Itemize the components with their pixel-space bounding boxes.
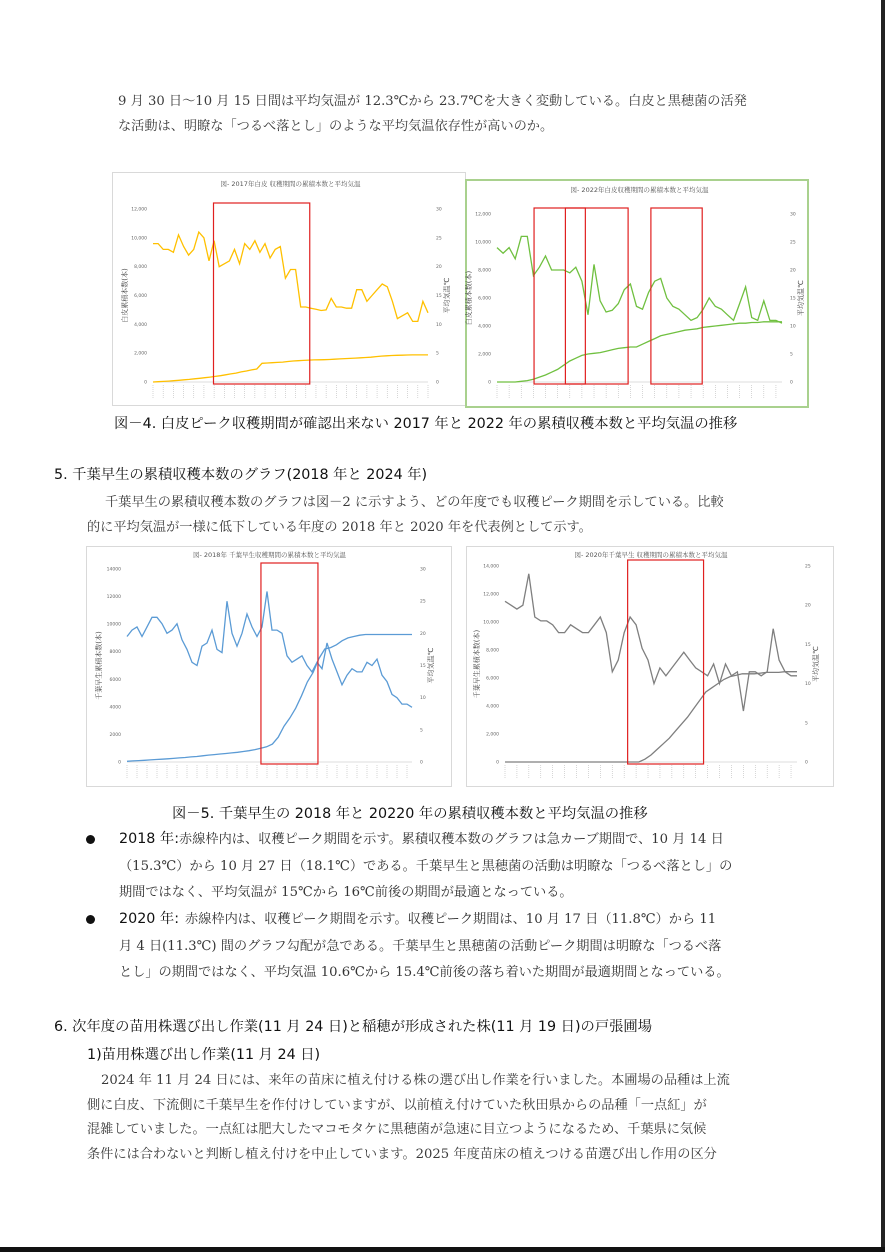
temperature-line — [505, 574, 797, 711]
y2-tick-label: 0 — [790, 380, 793, 386]
temperature-line — [153, 232, 428, 321]
y-tick-label: 14,000 — [483, 564, 499, 570]
y-tick-label: 12000 — [106, 595, 121, 601]
section-6-line-2: 側に白皮、下流側に千葉早生を作付けしていますが、以前植え付けていた秋田県からの品種「一点紅」が — [87, 1097, 707, 1113]
y2-tick-label: 25 — [790, 240, 796, 246]
section-6-line-3: 混雑していました。一点紅は肥大したマコモタケに黒穂菌が急速に目立つようになるため、千葉県に気候 — [87, 1122, 707, 1137]
bullet-line-3: とし」の期間ではなく、平均気温 10.6℃から 15.4℃前後の落ち着いた期間が最適期間となっている。 — [119, 965, 730, 980]
y2-tick-label: 30 — [420, 567, 426, 573]
y-tick-label: 0 — [118, 760, 121, 766]
y2-tick-label: 15 — [790, 296, 796, 302]
page-right-edge — [881, 0, 885, 1252]
y2-tick-label: 20 — [805, 603, 811, 609]
cumulative-line — [505, 672, 797, 762]
chart-2022-shirokawa — [465, 179, 809, 408]
y2-tick-label: 0 — [436, 380, 439, 386]
bullet-line-1: 赤線枠内は、収穫ピーク期間を示す。累積収穫本数のグラフは急カーブ期間で、10 月 14 日 — [179, 832, 724, 847]
y-tick-label: 6,000 — [486, 676, 499, 682]
y-tick-label: 2,000 — [134, 351, 147, 357]
y2-tick-label: 10 — [436, 322, 442, 328]
y-axis-label: 千葉早生累積本数(本) — [473, 629, 481, 699]
y-tick-label: 6000 — [109, 677, 121, 683]
chart-title: 図- 2020年千葉早生 収穫期間の累積本数と平均気温 — [574, 551, 728, 559]
y2-tick-label: 5 — [436, 351, 439, 357]
peak-period-box — [214, 203, 310, 384]
chart-2018-chiba-wase — [86, 546, 452, 787]
y2-tick-label: 20 — [790, 268, 796, 274]
y-tick-label: 12,000 — [475, 212, 491, 218]
chart-2020-chiba-wase — [466, 546, 834, 787]
y2-tick-label: 0 — [805, 760, 808, 766]
y2-tick-label: 25 — [805, 564, 811, 570]
y-tick-label: 0 — [144, 380, 147, 386]
page-bottom-edge — [0, 1247, 885, 1252]
section-6-heading: 6. 次年度の苗用株選び出し作業(11 月 24 日)と稲穂が形成された株(11 月 19 日)の戸張圃場 — [54, 1019, 653, 1035]
section-6-subheading: 1)苗用株選び出し作業(11 月 24 日) — [87, 1047, 321, 1063]
figure-4-caption: 図－4. 白皮ピーク収穫期間が確認出来ない 2017 年と 2022 年の累積収穫本数と平均気温の推移 — [114, 416, 738, 432]
bullet-year: 2018 年: — [119, 831, 180, 847]
section-5-heading: 5. 千葉早生の累積収穫本数のグラフ(2018 年と 2024 年) — [54, 467, 428, 483]
intro-line-2: な活動は、明瞭な「つるべ落とし」のような平均気温依存性が高いのか。 — [118, 119, 554, 134]
cumulative-line — [153, 355, 428, 382]
section-6-line-4: 条件には合わないと判断し植え付けを中止しています。2025 年度苗床の植えつける苗選び出し作用の区分 — [87, 1146, 717, 1162]
chart-2017-shirokawa — [112, 172, 466, 406]
bullet-line-1: 赤線枠内は、収穫ピーク期間を示す。収穫ピーク期間は、10 月 17 日（11.8℃）から 11 — [185, 912, 717, 927]
peak-period-box — [565, 208, 585, 384]
y-tick-label: 0 — [496, 760, 499, 766]
y2-tick-label: 25 — [420, 599, 426, 605]
section-5-line-2: 的に平均気温が一様に低下している年度の 2018 年と 2020 年を代表例として示す。 — [87, 520, 592, 535]
figure-5-caption: 図－5. 千葉早生の 2018 年と 20220 年の累積収穫本数と平均気温の推移 — [172, 806, 648, 822]
y-axis-label: 千葉早生累積本数(本) — [95, 631, 103, 700]
y2-tick-label: 10 — [420, 696, 426, 702]
y2-axis-label: 平均気温℃ — [443, 277, 451, 314]
y2-tick-label: 20 — [436, 265, 442, 271]
bullet-2018 — [119, 826, 839, 907]
section-6-paragraph — [87, 1069, 837, 1167]
y2-tick-label: 0 — [420, 760, 423, 766]
section-5-paragraph — [87, 490, 837, 540]
y2-tick-label: 10 — [805, 682, 811, 688]
peak-period-box — [261, 563, 318, 764]
y2-tick-label: 5 — [805, 721, 808, 727]
y-axis-label: 白皮累積本数(本) — [121, 268, 129, 323]
y2-tick-label: 20 — [420, 631, 426, 637]
section-6-line-1: 2024 年 11 月 24 日には、来年の苗床に植え付ける株の選び出し作業を行いました。本圃場の品種は上流 — [101, 1073, 730, 1088]
y2-tick-label: 30 — [436, 207, 442, 213]
y-tick-label: 8,000 — [478, 268, 491, 274]
peak-period-box — [534, 208, 628, 384]
bullet-year: 2020 年: — [119, 911, 180, 927]
y-tick-label: 0 — [488, 380, 491, 386]
y2-axis-label: 平均気温℃ — [812, 646, 820, 682]
y-tick-label: 2000 — [109, 732, 121, 738]
y-tick-label: 2,000 — [478, 352, 491, 358]
y-tick-label: 4,000 — [478, 324, 491, 330]
chart-title: 図- 2017年白皮 収穫期間の累積本数と平均気温 — [220, 180, 361, 188]
temperature-line — [127, 592, 412, 708]
y2-axis-label: 平均気温℃ — [427, 647, 435, 684]
y2-tick-label: 5 — [420, 728, 423, 734]
chart-title: 図- 2022年白皮収穫期間の累積本数と平均気温 — [570, 186, 709, 194]
cumulative-line — [497, 322, 782, 382]
temperature-line — [497, 236, 782, 323]
y2-tick-label: 5 — [790, 352, 793, 358]
y-tick-label: 10,000 — [483, 620, 499, 626]
bullet-dot-icon — [86, 835, 95, 844]
y-tick-label: 8,000 — [134, 265, 147, 271]
y2-tick-label: 30 — [790, 212, 796, 218]
intro-line-1: 9 月 30 日～10 月 15 日間は平均気温が 12.3℃から 23.7℃を大きく変動している。白皮と黒穂菌の活発 — [118, 94, 747, 109]
bullet-line-2: 月 4 日(11.3℃) 間のグラフ勾配が急である。千葉早生と黒穂菌の活動ピーク期間は明瞭な「つるべ落 — [119, 938, 722, 954]
intro-paragraph — [118, 89, 838, 139]
bullet-2020 — [119, 906, 839, 987]
section-5-line-1: 千葉早生の累積収穫本数のグラフは図－2 に示すよう、どの年度でも収穫ピーク期間を示している。比較 — [105, 495, 724, 510]
bullet-dot-icon — [86, 915, 95, 924]
y-tick-label: 6,000 — [134, 294, 147, 299]
y2-tick-label: 15 — [420, 664, 426, 669]
y2-axis-label: 平均気温℃ — [797, 280, 805, 316]
y-tick-label: 6,000 — [478, 296, 491, 302]
y-tick-label: 12,000 — [483, 592, 499, 598]
y-tick-label: 14000 — [106, 567, 121, 573]
chart-title: 図- 2018年 千葉早生収穫期間の累積本数と平均気温 — [192, 551, 347, 559]
y-tick-label: 4,000 — [134, 322, 147, 328]
y-tick-label: 4,000 — [486, 704, 499, 710]
bullet-line-3: 期間ではなく、平均気温が 15℃から 16℃前後の期間が最適となっている。 — [119, 885, 573, 900]
y-tick-label: 8,000 — [486, 648, 499, 654]
y-tick-label: 4000 — [109, 705, 121, 711]
y2-tick-label: 15 — [805, 642, 811, 648]
bullet-line-2: （15.3℃）から 10 月 27 日（18.1℃）である。千葉早生と黒穂菌の活動は明瞭な「つるべ落とし」の — [119, 858, 733, 874]
y-axis-label: 白皮累積本数(本) — [465, 270, 473, 326]
cumulative-line — [127, 635, 412, 762]
y2-tick-label: 10 — [790, 324, 796, 330]
y2-tick-label: 15 — [436, 294, 442, 299]
y2-tick-label: 25 — [436, 236, 442, 242]
peak-period-box — [628, 560, 704, 764]
y-tick-label: 10,000 — [475, 240, 491, 246]
y-tick-label: 10000 — [106, 622, 121, 628]
y-tick-label: 12,000 — [131, 207, 147, 213]
y-tick-label: 2,000 — [486, 732, 499, 738]
y-tick-label: 10,000 — [131, 236, 147, 242]
peak-period-box — [651, 208, 702, 384]
y-tick-label: 8000 — [109, 650, 121, 656]
